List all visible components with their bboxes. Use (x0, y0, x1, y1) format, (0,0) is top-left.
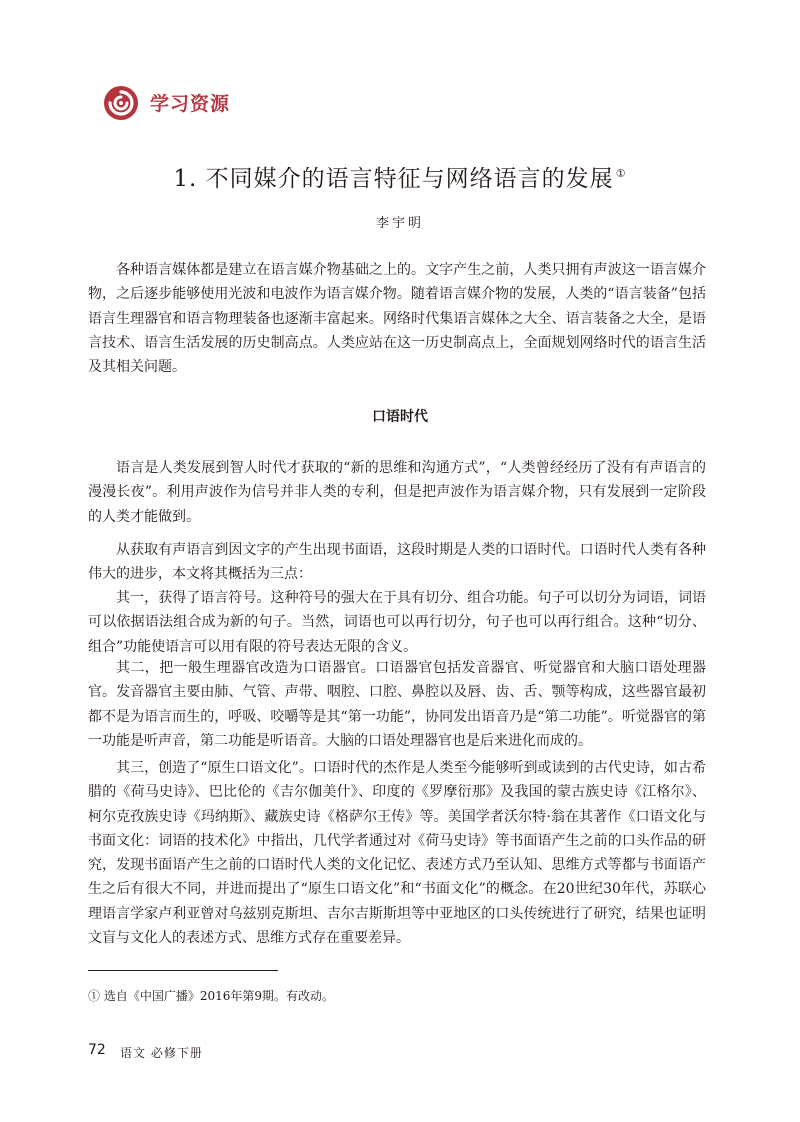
body-paragraph-2: 从获取有声语言到因文字的产生出现书面语，这段时期是人类的口语时代。口语时代人类有各种伟大的进步，本文将其概括为三点： (88, 542, 706, 583)
swirl-logo-icon (104, 86, 138, 120)
body-paragraph-5: 其三，创造了“原生口语文化”。口语时代的杰作是人类至今能够听到或读到的古代史诗，如古希腊的《荷马史诗》、巴比伦的《吉尔伽美什》、印度的《罗摩衍那》及我国的蒙古族史诗《江格尔》、柯尔克孜族史诗《玛纳斯》、藏族史诗《格萨尔王传》等。美国学者沃尔特·翁在其著作《口语文化与书面文化：词语的技术化》中指出，几代学者通过对《荷马史诗》等书面语产生之前的口头作品的研究，发现书面语产生之前的口语时代人类的文化记忆、表述方式乃至认知、思维方式等都与书面语产生之后有很大不同，并进而提出了“原生口语文化”和“书面文化”的概念。在20世纪30年代，苏联心理语言学家卢利亚曾对乌兹别克斯坦、吉尔吉斯斯坦等中亚地区的口头传统进行了研究，结果也证明文盲与文化人的表述方式、思维方式存在重要差异。 (88, 760, 706, 947)
author: 李宇明 (375, 216, 424, 231)
footnote-divider (88, 970, 278, 971)
article-title (0, 160, 800, 193)
section-label: 学习资源 (150, 93, 231, 115)
body-paragraph-4: 其二，把一般生理器官改造为口语器官。口语器官包括发音器官、听觉器官和大脑口语处理器官。发音器官主要由肺、气管、声带、咽腔、口腔、鼻腔以及唇、齿、舌、颚等构成，这些器官最初都不是为语言而生的，呼吸、咬嚼等是其“第一功能”，协同发出语音乃是“第二功能”。听觉器官的第一功能是听声音，第二功能是听语音。大脑的口语处理器官也是后来进化而成的。 (88, 660, 706, 749)
footnote-marker[interactable]: ① (615, 167, 627, 181)
section-heading: 口语时代 (372, 409, 428, 425)
article-title-text: 1. 不同媒介的语言特征与网络语言的发展 (173, 166, 614, 192)
body-paragraph-1: 语言是人类发展到智人时代才获取的“新的思维和沟通方式”，“人类曾经经历了没有有声语言的漫漫长夜”。利用声波作为信号并非人类的专利，但是把声波作为语言媒介物，只有发展到一定阶段的人类才能做到。 (88, 460, 706, 525)
footnote: ① 选自《中国广播》2016年第9期。有改动。 (88, 989, 334, 1003)
intro-paragraph: 各种语言媒体都是建立在语言媒介物基础之上的。文字产生之前，人类只拥有声波这一语言媒介物，之后逐步能够使用光波和电波作为语言媒介物。随着语言媒介物的发展，人类的“语言装备”包括语言生理器官和语言物理装备也逐渐丰富起来。网络时代集语言媒体之大全、语言装备之大全，是语言技术、语言生活发展的历史制高点。人类应站在这一历史制高点上，全面规划网络时代的语言生活及其相关问题。 (88, 262, 706, 376)
book-title: 语文 必修下册 (120, 1046, 203, 1060)
body-paragraph-3: 其一，获得了语言符号。这种符号的强大在于具有切分、组合功能。句子可以切分为词语，词语可以依据语法组合成为新的句子。当然，词语也可以再行切分，句子也可以再行组合。这种“切分、组合”功能使语言可以用有限的符号表达无限的含义。 (88, 590, 706, 655)
page-number: 72 (88, 1042, 106, 1058)
